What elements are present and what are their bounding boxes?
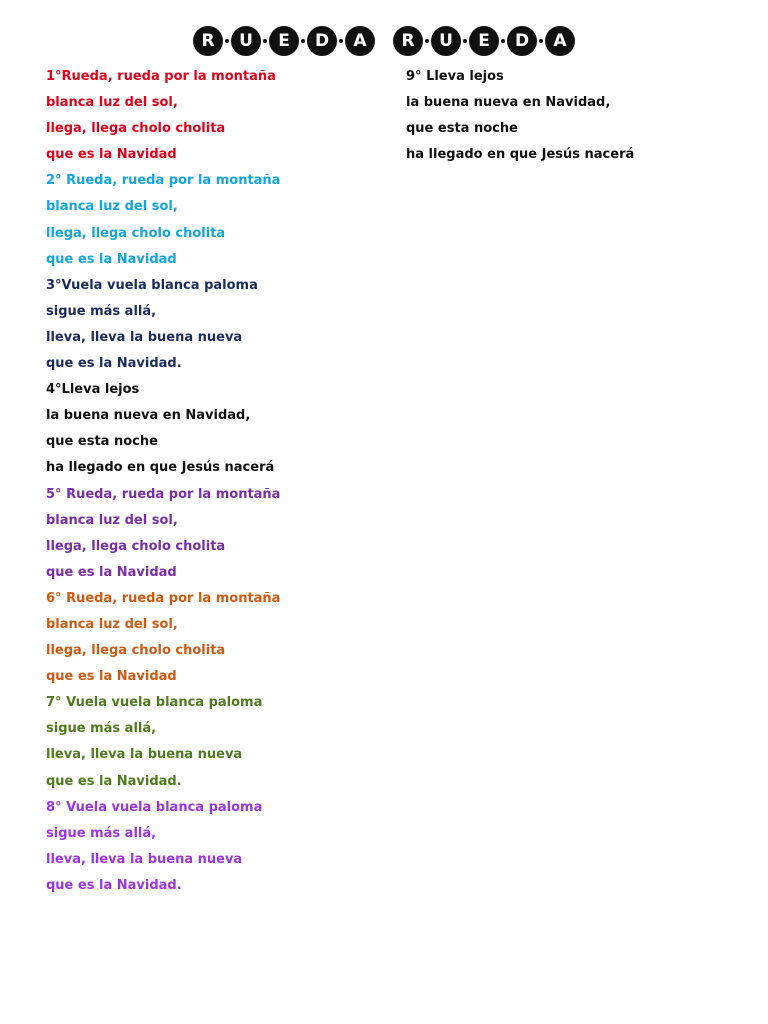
verse-line: lleva, lleva la buena nueva: [46, 747, 243, 763]
verse-line: sigue más allá,: [46, 721, 157, 737]
title-letter: E: [269, 26, 299, 56]
verse-line: 5° Rueda, rueda por la montaña: [46, 486, 281, 502]
title-dot: [339, 39, 343, 43]
title-word-1: [193, 26, 375, 56]
title-letter: U: [431, 26, 461, 56]
page-title: [0, 23, 768, 59]
verse-line: blanca luz del sol,: [46, 199, 178, 215]
lyrics-column-left: [46, 66, 280, 901]
verse-2: [46, 170, 280, 274]
verse-line: blanca luz del sol,: [46, 512, 178, 528]
verse-line: llega, llega cholo cholita: [46, 121, 226, 137]
title-letter: R: [393, 26, 423, 56]
verse-line: 8° Vuela vuela blanca paloma: [46, 799, 263, 815]
verse-9: [406, 66, 634, 170]
verse-line: 4°Lleva lejos: [46, 382, 140, 398]
title-letter: U: [231, 26, 261, 56]
title-dot: [263, 39, 267, 43]
verse-line: que es la Navidad.: [46, 773, 182, 789]
title-dot: [425, 39, 429, 43]
verse-line: que es la Navidad.: [46, 877, 182, 893]
verse-line: 2° Rueda, rueda por la montaña: [46, 173, 281, 189]
title-dot: [301, 39, 305, 43]
verse-line: 9° Lleva lejos: [406, 69, 504, 84]
verse-line: 6° Rueda, rueda por la montaña: [46, 590, 281, 606]
verse-7: [46, 692, 280, 796]
verse-line: 1°Rueda, rueda por la montaña: [46, 69, 276, 84]
verse-1: [46, 66, 280, 170]
verse-3: [46, 275, 280, 379]
verse-line: que es la Navidad: [46, 251, 177, 267]
verse-line: lleva, lleva la buena nueva: [46, 851, 243, 867]
verse-line: llega, llega cholo cholita: [46, 225, 226, 241]
verse-line: 3°Vuela vuela blanca paloma: [46, 277, 258, 293]
verse-line: que es la Navidad: [46, 564, 177, 580]
verse-line: que esta noche: [406, 121, 518, 137]
verse-8: [46, 797, 280, 901]
verse-line: que es la Navidad: [46, 669, 177, 685]
verse-line: ha llegado en que Jesús nacerá: [46, 460, 275, 476]
verse-line: llega, llega cholo cholita: [46, 538, 226, 554]
title-dot: [463, 39, 467, 43]
verse-line: sigue más allá,: [46, 825, 157, 841]
title-letter: D: [307, 26, 337, 56]
title-word-2: [393, 26, 575, 56]
verse-line: 7° Vuela vuela blanca paloma: [46, 695, 263, 711]
verse-4: [46, 379, 280, 483]
verse-line: que esta noche: [46, 434, 158, 450]
verse-line: llega, llega cholo cholita: [46, 643, 226, 659]
title-letter: R: [193, 26, 223, 56]
verse-line: blanca luz del sol,: [46, 95, 178, 111]
verse-line: ha llegado en que Jesús nacerá: [406, 147, 635, 163]
verse-line: lleva, lleva la buena nueva: [46, 329, 243, 345]
verse-line: la buena nueva en Navidad,: [406, 95, 611, 111]
title-letter: D: [507, 26, 537, 56]
verse-line: que es la Navidad.: [46, 356, 182, 372]
title-dot: [501, 39, 505, 43]
verse-6: [46, 588, 280, 692]
title-letter: E: [469, 26, 499, 56]
verse-line: blanca luz del sol,: [46, 616, 178, 632]
verse-line: la buena nueva en Navidad,: [46, 408, 251, 424]
title-letter: A: [545, 26, 575, 56]
title-dot: [539, 39, 543, 43]
title-dot: [225, 39, 229, 43]
title-letter: A: [345, 26, 375, 56]
verse-line: que es la Navidad: [46, 147, 177, 163]
verse-line: sigue más allá,: [46, 303, 157, 319]
verse-5: [46, 484, 280, 588]
lyrics-column-right: [406, 66, 634, 170]
